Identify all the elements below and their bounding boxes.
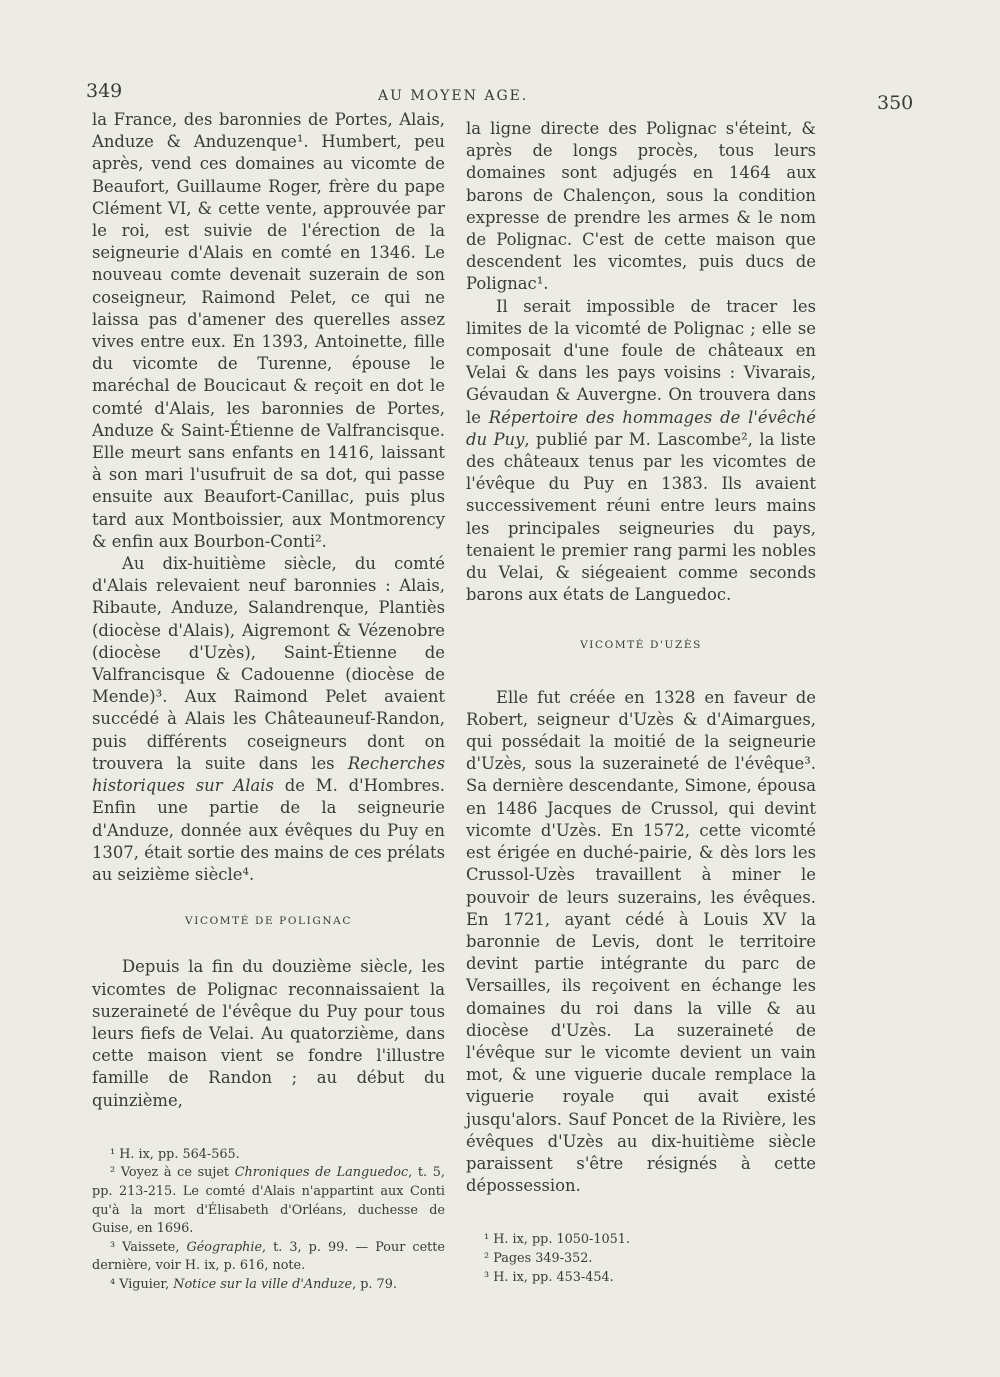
right-footnotes [466,1231,816,1287]
left-paragraph-3: Depuis la fin du douzième siècle, les vicomtes de Polignac reconnaissaient la suzeraineté de l'évêque du Puy pour tous leurs fiefs de Velai. Au quatorzième, dans cette maison vient se fondre l'illustre famille de Randon ; au début du quinzième, [92,957,445,1110]
page-number-right: 350 [877,92,914,114]
footnote-3: ³ H. ix, pp. 453-454. [484,1269,614,1285]
footnote-4: ⁴ Viguier, Notice sur la ville d'Anduze, p. 79. [110,1276,397,1292]
right-column [466,118,816,1287]
right-paragraph-1: la ligne directe des Polignac s'éteint, & après de longs procès, tous leurs domaines sont adjugés en 1464 aux barons de Chalençon, sous la condition expresse de prendre les armes & le nom de Polignac. C'est de cette maison que descendent les vicomtes, puis ducs de Polignac¹. [466,119,816,294]
left-column [92,109,445,1294]
right-paragraph-2: Il serait impossible de tracer les limites de la vicomté de Polignac ; elle se composait d'une foule de châteaux en Velai & dans les pays voisins : Vivarais, Gévaudan & Auvergne. On trouvera dans le Répertoire des hommages de l'évêché du Puy, publié par M. Lascombe², la liste des châteaux tenus par les vicomtes de l'évêque du Puy en 1383. Ils avaient successivement réuni entre leurs mains les principales seigneuries du pays, tenaient le premier rang parmi les nobles du Velai, & siégeaient comme seconds barons aux états de Languedoc. [466,296,816,605]
footnote-3: ³ Vaissete, Géographie, t. 3, p. 99. — Pour cette dernière, voir H. ix, p. 616, note. [92,1239,445,1274]
page-number-left: 349 [86,80,123,102]
section-heading-polignac: VICOMTÉ DE POLIGNAC [185,915,352,928]
footnote-2: ² Voyez à ce sujet Chroniques de Languedoc, t. 5, pp. 213-215. Le comté d'Alais n'appartint aux Conti qu'à la mort d'Élisabeth d'Orléans, duchesse de Guise, en 1696. [92,1165,445,1237]
left-paragraph-2: Au dix-huitième siècle, du comté d'Alais relevaient neuf baronnies : Alais, Ribaute, Anduze, Salandrenque, Plantiès (diocèse d'Alais), Aigremont & Vézenobre (diocèse d'Uzès), Saint-Étienne de Valfrancisque & Cadouenne (diocèse de Mende)³. Aux Raimond Pelet avaient succédé à Alais les Châteauneuf-Randon, puis différents coseigneurs dont on trouvera la suite dans les Recherches historiques sur Alais de M. d'Hombres. Enfin une partie de la seigneurie d'Anduze, donnée aux évêques du Puy en 1307, était sortie des mains de ces prélats au seizième siècle⁴. [92,554,445,884]
footnote-1: ¹ H. ix, pp. 564-565. [110,1146,240,1162]
left-footnotes [92,1146,445,1295]
footnote-1: ¹ H. ix, pp. 1050-1051. [484,1232,630,1248]
running-head: AU MOYEN AGE. [378,88,529,104]
left-paragraph-1: la France, des baronnies de Portes, Alais, Anduze & Anduzenque¹. Humbert, peu après, vend ces domaines au vicomte de Beaufort, Guillaume Roger, frère du pape Clément VI, & cette vente, approuvée par le roi, est suivie de l'érection de la seigneurie d'Alais en comté en 1346. Le nouveau comte devenait suzerain de son coseigneur, Raimond Pelet, ce qui ne laissa pas d'amener des querelles assez vives entre eux. En 1393, Antoinette, fille du vicomte de Turenne, épouse le maréchal de Boucicaut & reçoit en dot le comté d'Alais, les baronnies de Portes, Anduze & Saint-Étienne de Valfrancisque. Elle meurt sans enfants en 1416, laissant à son mari l'usufruit de sa dot, qui passe ensuite aux Beaufort-Canillac, puis plus tard aux Montboissier, aux Montmorency & enfin aux Bourbon-Conti². [92,110,445,551]
right-paragraph-3: Elle fut créée en 1328 en faveur de Robert, seigneur d'Uzès & d'Aimargues, qui possédait la moitié de la seigneurie d'Uzès, sous la suzeraineté de l'évêque³. Sa dernière descendante, Simone, épousa en 1486 Jacques de Crussol, qui devint vicomte d'Uzès. En 1572, cette vicomté est érigée en duché-pairie, & dès lors les Crussol-Uzès travaillent à miner le pouvoir de leurs suzerains, les évêques. En 1721, ayant cédé à Louis XV la baronnie de Levis, dont le territoire devint partie intégrante du parc de Versailles, ils reçoivent en échange les domaines du roi dans la ville & au diocèse d'Uzès. La suzeraineté de l'évêque sur le vicomte devient un vain mot, & une viguerie ducale remplace la viguerie royale qui avait existé jusqu'alors. Sauf Poncet de la Rivière, les évêques d'Uzès au dix-huitième siècle paraissent s'être résignés à cette dépossession. [466,687,816,1196]
section-heading-uzes: VICOMTÉ D'UZÈS [580,639,702,652]
footnote-2: ² Pages 349-352. [484,1250,593,1266]
